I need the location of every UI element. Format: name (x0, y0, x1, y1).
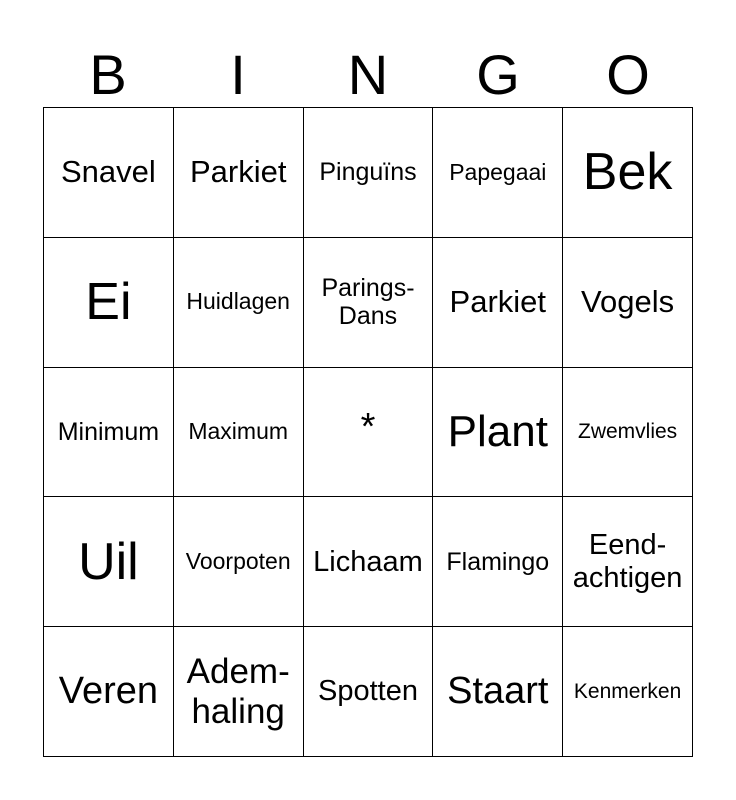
bingo-cell[interactable]: Parkiet (174, 108, 304, 238)
bingo-cell[interactable]: Parkiet (433, 238, 563, 368)
bingo-cell[interactable]: Snavel (44, 108, 174, 238)
bingo-cell[interactable]: Kenmerken (563, 627, 693, 757)
bingo-cell[interactable]: Veren (44, 627, 174, 757)
header-letter-i: I (230, 43, 246, 106)
bingo-card (43, 107, 693, 757)
bingo-cell[interactable]: Ei (44, 238, 174, 368)
bingo-cell[interactable]: Voorpoten (174, 497, 304, 627)
bingo-cell[interactable]: Staart (433, 627, 563, 757)
bingo-cell[interactable]: Maximum (174, 368, 304, 498)
bingo-cell[interactable]: Spotten (304, 627, 434, 757)
header-letter-b: B (89, 43, 127, 106)
bingo-cell[interactable]: Papegaai (433, 108, 563, 238)
bingo-cell[interactable]: Parings- Dans (304, 238, 434, 368)
bingo-cell[interactable]: Eend- achtigen (563, 497, 693, 627)
bingo-cell[interactable]: Huidlagen (174, 238, 304, 368)
bingo-cell[interactable]: Lichaam (304, 497, 434, 627)
bingo-cell[interactable]: Zwemvlies (563, 368, 693, 498)
bingo-cell[interactable]: Minimum (44, 368, 174, 498)
bingo-cell[interactable]: Plant (433, 368, 563, 498)
bingo-cell[interactable]: Flamingo (433, 497, 563, 627)
free-space-cell[interactable]: * (304, 368, 434, 498)
bingo-cell[interactable]: Adem- haling (174, 627, 304, 757)
bingo-cell[interactable]: Vogels (563, 238, 693, 368)
header-letter-o: O (606, 43, 650, 106)
bingo-cell[interactable]: Uil (44, 497, 174, 627)
bingo-header (43, 42, 693, 108)
bingo-cell[interactable]: Bek (563, 108, 693, 238)
header-letter-n: N (347, 43, 389, 106)
bingo-cell[interactable]: Pinguïns (304, 108, 434, 238)
header-letter-g: G (476, 43, 520, 106)
